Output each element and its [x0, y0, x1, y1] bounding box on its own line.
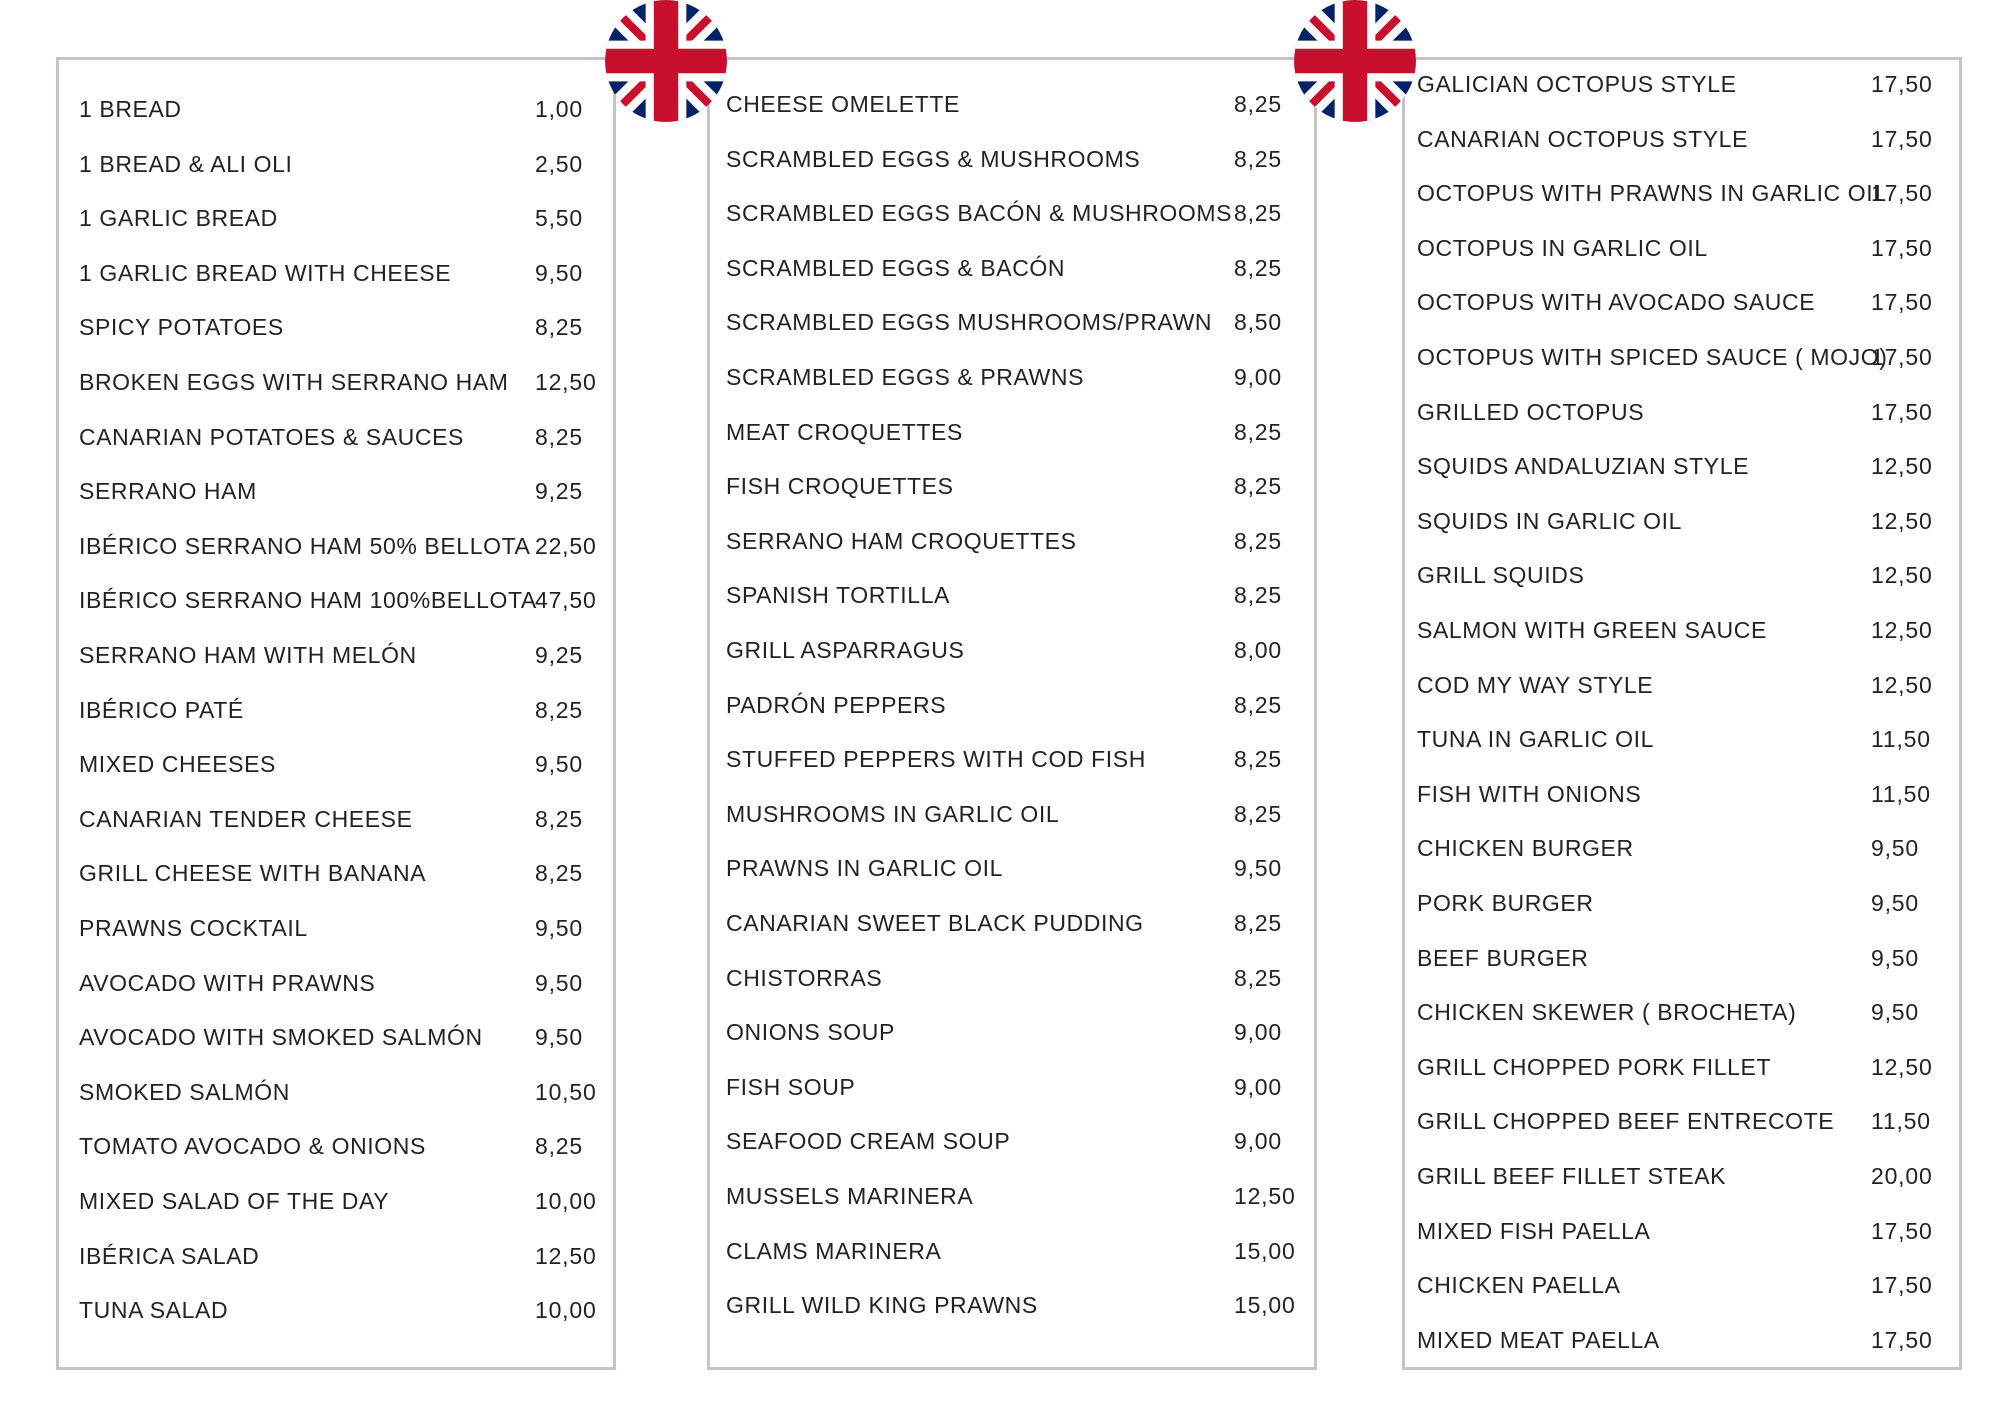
- menu-item: [79, 369, 597, 396]
- menu-item-price: 8,25: [1234, 691, 1282, 718]
- menu-item-name: 1 BREAD & ALI OLI: [79, 150, 293, 177]
- menu-item-price: 5,50: [535, 205, 583, 232]
- menu-item: [79, 1024, 583, 1051]
- menu-item: [726, 746, 1282, 773]
- menu-item: [79, 915, 583, 942]
- menu-item-price: 12,50: [535, 1242, 597, 1269]
- menu-item: [1417, 1163, 1933, 1190]
- menu-item-price: 8,25: [1234, 91, 1282, 117]
- menu-item-name: GRILL CHEESE WITH BANANA: [79, 860, 427, 887]
- menu-item: [726, 254, 1282, 282]
- menu-item-name: CHICKEN BURGER: [1417, 835, 1634, 862]
- menu-item-price: 9,00: [1234, 1019, 1282, 1046]
- menu-item-name: SQUIDS IN GARLIC OIL: [1417, 507, 1683, 534]
- menu-item-name: SMOKED SALMÓN: [79, 1078, 291, 1105]
- menu-item-price: 9,50: [1871, 944, 1919, 971]
- menu-item-price: 15,00: [1234, 1292, 1296, 1319]
- menu-item: [726, 964, 1282, 992]
- menu-item-name: FISH CROQUETTES: [726, 473, 954, 500]
- menu-item-price: 9,25: [535, 642, 583, 668]
- menu-item: [1417, 780, 1931, 808]
- menu-item-name: CHICKEN PAELLA: [1417, 1272, 1621, 1299]
- menu-item-price: 11,50: [1871, 726, 1931, 753]
- menu-item: [1417, 671, 1933, 699]
- menu-item-price: 9,00: [1234, 1073, 1282, 1100]
- menu-item-price: 8,25: [1234, 746, 1282, 773]
- menu-item: [1417, 999, 1919, 1026]
- menu-item: [726, 1073, 1282, 1101]
- menu-item: [1417, 344, 1933, 371]
- menu-item-price: 20,00: [1871, 1163, 1933, 1189]
- uk-flag-icon: [1294, 0, 1416, 122]
- menu-item: [79, 1188, 597, 1215]
- menu-item-price: 9,50: [535, 751, 583, 778]
- menu-item: [79, 96, 583, 123]
- menu-item: [726, 91, 1282, 118]
- menu-item-name: CANARIAN SWEET BLACK PUDDING: [726, 910, 1144, 936]
- menu-item-price: 10,00: [535, 1297, 597, 1324]
- menu-item: [79, 1133, 583, 1160]
- menu-item: [1417, 726, 1931, 753]
- menu-item: [1417, 890, 1919, 917]
- menu-item-name: MIXED CHEESES: [79, 751, 276, 778]
- menu-item-name: OCTOPUS WITH SPICED SAUCE ( MOJO): [1417, 344, 1888, 370]
- menu-item: [726, 473, 1282, 500]
- menu-item-name: BROKEN EGGS WITH SERRANO HAM: [79, 369, 509, 395]
- menu-item-name: TUNA IN GARLIC OIL: [1417, 726, 1655, 753]
- menu-item-price: 9,00: [1234, 1128, 1282, 1155]
- menu-item: [79, 478, 583, 505]
- menu-item-name: SCRAMBLED EGGS & PRAWNS: [726, 364, 1085, 390]
- menu-item-price: 2,50: [535, 150, 583, 177]
- menu-item-price: 9,50: [1871, 999, 1919, 1026]
- menu-item: [79, 642, 583, 669]
- menu-item-price: 9,50: [1871, 890, 1919, 916]
- menu-item: [1417, 944, 1919, 972]
- menu-item: [1417, 453, 1933, 480]
- menu-item-name: GRILL SQUIDS: [1417, 562, 1585, 589]
- menu-item-price: 11,50: [1871, 780, 1931, 807]
- menu-item-price: 8,25: [535, 696, 583, 723]
- menu-item: [726, 200, 1282, 227]
- menu-item: [726, 1183, 1296, 1210]
- menu-item: [79, 1242, 597, 1270]
- menu-item-price: 11,50: [1871, 1108, 1931, 1135]
- menu-item-name: MUSSELS MARINERA: [726, 1183, 974, 1209]
- menu-item-price: 8,25: [1234, 254, 1282, 281]
- menu-item-price: 8,25: [535, 314, 583, 341]
- menu-item: [1417, 1108, 1931, 1135]
- menu-item: [1417, 71, 1933, 98]
- menu-item-price: 9,50: [535, 969, 583, 996]
- menu-item-name: AVOCADO WITH PRAWNS: [79, 969, 376, 996]
- menu-item-price: 47,50: [535, 587, 597, 614]
- menu-item-price: 17,50: [1871, 1326, 1933, 1353]
- menu-item-price: 9,25: [535, 478, 583, 505]
- menu-item-name: OCTOPUS WITH AVOCADO SAUCE: [1417, 289, 1816, 316]
- menu-item-price: 12,50: [1871, 1053, 1933, 1080]
- menu-item: [726, 418, 1282, 446]
- menu-item: [79, 969, 583, 997]
- menu-item: [726, 637, 1282, 664]
- menu-item-name: CHICKEN SKEWER ( BROCHETA): [1417, 999, 1797, 1026]
- menu-item-price: 9,50: [1234, 855, 1282, 882]
- menu-item-price: 12,50: [1871, 671, 1933, 698]
- menu-item-name: SERRANO HAM: [79, 478, 257, 505]
- menu-item-name: MIXED MEAT PAELLA: [1417, 1326, 1660, 1353]
- menu-item: [1417, 835, 1919, 862]
- menu-item: [79, 1078, 597, 1106]
- menu-item-price: 12,50: [1871, 617, 1933, 643]
- menu-item-price: 17,50: [1871, 1272, 1933, 1299]
- menu-item-name: SPANISH TORTILLA: [726, 582, 950, 609]
- menu-item: [79, 205, 583, 232]
- menu-item: [726, 855, 1282, 882]
- menu-item-price: 15,00: [1234, 1237, 1296, 1264]
- menu-item-name: BEEF BURGER: [1417, 944, 1589, 971]
- menu-item-name: CHISTORRAS: [726, 964, 883, 991]
- menu-item-name: GRILL CHOPPED PORK FILLET: [1417, 1053, 1772, 1080]
- menu-item-price: 8,25: [1234, 527, 1282, 554]
- menu-item-name: IBÉRICA SALAD: [79, 1242, 260, 1269]
- menu-item-price: 8,25: [1234, 964, 1282, 991]
- menu-item-name: TOMATO AVOCADO & ONIONS: [79, 1133, 426, 1160]
- menu-item-price: 8,50: [1234, 309, 1282, 336]
- menu-item-name: CHEESE OMELETTE: [726, 91, 960, 117]
- menu-item: [1417, 1272, 1933, 1299]
- menu-item-name: CANARIAN TENDER CHEESE: [79, 805, 413, 832]
- menu-item: [1417, 1326, 1933, 1354]
- menu-item-price: 17,50: [1871, 180, 1933, 207]
- menu-item: [79, 532, 597, 560]
- menu-item-price: 9,00: [1234, 364, 1282, 390]
- menu-item-price: 17,50: [1871, 71, 1933, 97]
- menu-item-name: GRILLED OCTOPUS: [1417, 398, 1645, 425]
- menu-item-price: 9,50: [535, 1024, 583, 1051]
- menu-item-name: SPICY POTATOES: [79, 314, 284, 341]
- menu-item-price: 9,50: [535, 915, 583, 941]
- menu-item-price: 8,25: [1234, 800, 1282, 827]
- menu-item-price: 12,50: [1871, 562, 1933, 589]
- menu-item: [726, 527, 1282, 555]
- menu-item: [79, 259, 583, 287]
- menu-item-price: 12,50: [1871, 453, 1933, 480]
- menu-item-price: 10,00: [535, 1188, 597, 1214]
- menu-item-name: MUSHROOMS IN GARLIC OIL: [726, 800, 1060, 827]
- menu-item: [79, 150, 583, 178]
- menu-item-name: GRILL BEEF FILLET STEAK: [1417, 1163, 1727, 1189]
- menu-item-price: 8,25: [1234, 145, 1282, 172]
- menu-item-name: SEAFOOD CREAM SOUP: [726, 1128, 1011, 1155]
- menu-item-name: MIXED SALAD OF THE DAY: [79, 1188, 390, 1214]
- menu-item-name: SQUIDS ANDALUZIAN STYLE: [1417, 453, 1750, 480]
- menu-item-name: SCRAMBLED EGGS & BACÓN: [726, 254, 1066, 281]
- menu-item-name: 1 GARLIC BREAD WITH CHEESE: [79, 259, 452, 286]
- menu-item-name: PRAWNS IN GARLIC OIL: [726, 855, 1003, 882]
- menu-item: [79, 314, 583, 341]
- menu-item: [79, 751, 583, 778]
- uk-flag-icon: [605, 0, 727, 122]
- menu-item-price: 8,25: [535, 805, 583, 832]
- menu-item-price: 8,25: [1234, 910, 1282, 936]
- menu-item: [726, 1237, 1296, 1265]
- menu-item-price: 12,50: [535, 369, 597, 395]
- menu-item-price: 12,50: [1234, 1183, 1296, 1209]
- menu-item-name: IBÉRICO SERRANO HAM 50% BELLOTA: [79, 532, 531, 559]
- menu-item: [79, 696, 583, 724]
- menu-item-name: ONIONS SOUP: [726, 1019, 895, 1046]
- menu-item-price: 12,50: [1871, 507, 1933, 534]
- menu-item-name: CANARIAN OCTOPUS STYLE: [1417, 125, 1749, 152]
- menu-item-price: 8,25: [535, 860, 583, 887]
- menu-item-name: OCTOPUS WITH PRAWNS IN GARLIC OIL: [1417, 180, 1887, 207]
- menu-item-price: 8,25: [1234, 418, 1282, 445]
- menu-item-name: FISH WITH ONIONS: [1417, 780, 1642, 807]
- menu-item: [1417, 562, 1933, 589]
- menu-item: [1417, 1053, 1933, 1081]
- menu-item: [726, 582, 1282, 609]
- menu-item: [79, 860, 583, 887]
- menu-item: [1417, 1217, 1933, 1245]
- menu-item: [1417, 507, 1933, 535]
- menu-item-price: 17,50: [1871, 1217, 1933, 1244]
- menu-item-name: CLAMS MARINERA: [726, 1237, 942, 1264]
- menu-item-name: PADRÓN PEPPERS: [726, 691, 947, 718]
- menu-item: [79, 805, 583, 833]
- menu-item-name: SERRANO HAM CROQUETTES: [726, 527, 1077, 554]
- menu-item-price: 8,00: [1234, 637, 1282, 663]
- menu-item-price: 22,50: [535, 532, 597, 559]
- menu-item-price: 8,25: [535, 1133, 583, 1160]
- menu-item-name: GRILL CHOPPED BEEF ENTRECOTE: [1417, 1108, 1835, 1135]
- menu-item-name: GRILL WILD KING PRAWNS: [726, 1292, 1038, 1319]
- menu-item-name: GRILL ASPARRAGUS: [726, 637, 965, 663]
- menu-item: [79, 1297, 597, 1324]
- menu-item-price: 8,25: [1234, 473, 1282, 500]
- menu-item-name: COD MY WAY STYLE: [1417, 671, 1654, 698]
- menu-item-name: AVOCADO WITH SMOKED SALMÓN: [79, 1024, 483, 1051]
- menu-item: [726, 1128, 1282, 1155]
- menu-item: [1417, 180, 1933, 207]
- menu-item: [726, 364, 1282, 391]
- menu-item: [726, 800, 1282, 828]
- menu-item-price: 10,50: [535, 1078, 597, 1105]
- menu-item-name: SCRAMBLED EGGS BACÓN & MUSHROOMS: [726, 200, 1233, 227]
- menu-item: [726, 910, 1282, 937]
- menu-item-name: FISH SOUP: [726, 1073, 856, 1100]
- menu-item-name: SALMON WITH GREEN SAUCE: [1417, 617, 1767, 643]
- menu-item: [79, 587, 597, 614]
- menu-item-name: TUNA SALAD: [79, 1297, 229, 1324]
- menu-item-price: 17,50: [1871, 234, 1933, 261]
- menu-item-price: 9,50: [1871, 835, 1919, 862]
- menu-item-name: PORK BURGER: [1417, 890, 1594, 916]
- menu-item-name: MEAT CROQUETTES: [726, 418, 963, 445]
- menu-item-price: 17,50: [1871, 344, 1933, 370]
- menu-item-name: OCTOPUS IN GARLIC OIL: [1417, 234, 1708, 261]
- menu-item-name: SCRAMBLED EGGS & MUSHROOMS: [726, 145, 1141, 172]
- menu-item-price: 8,25: [535, 423, 583, 450]
- menu-item-name: STUFFED PEPPERS WITH COD FISH: [726, 746, 1146, 773]
- menu-item-price: 8,25: [1234, 200, 1282, 227]
- menu-item: [1417, 398, 1933, 426]
- menu-item: [79, 423, 583, 451]
- menu-item: [1417, 125, 1933, 153]
- menu-item: [726, 691, 1282, 719]
- menu-item-name: IBÉRICO SERRANO HAM 100%BELLOTA: [79, 587, 537, 614]
- menu-item-price: 17,50: [1871, 289, 1933, 316]
- menu-item-name: IBÉRICO PATÉ: [79, 696, 244, 723]
- menu-item-price: 17,50: [1871, 125, 1933, 152]
- menu-item-price: 9,50: [535, 259, 583, 286]
- menu-item-name: 1 BREAD: [79, 96, 182, 122]
- menu-item: [726, 309, 1282, 336]
- menu-item-price: 1,00: [535, 96, 583, 122]
- menu-item: [726, 1292, 1296, 1319]
- menu-item-name: PRAWNS COCKTAIL: [79, 915, 308, 941]
- menu-item: [1417, 289, 1933, 316]
- menu-item: [726, 1019, 1282, 1046]
- menu-item-name: 1 GARLIC BREAD: [79, 205, 278, 232]
- menu-item: [1417, 617, 1933, 644]
- menu-item: [1417, 234, 1933, 262]
- menu-item-price: 8,25: [1234, 582, 1282, 609]
- menu-item-name: CANARIAN POTATOES & SAUCES: [79, 423, 464, 450]
- menu-item-price: 17,50: [1871, 398, 1933, 425]
- menu-item-name: GALICIAN OCTOPUS STYLE: [1417, 71, 1737, 97]
- menu-item-name: SCRAMBLED EGGS MUSHROOMS/PRAWN: [726, 309, 1213, 336]
- menu-item-name: MIXED FISH PAELLA: [1417, 1217, 1651, 1244]
- menu-item-name: SERRANO HAM WITH MELÓN: [79, 642, 417, 668]
- menu-item: [726, 145, 1282, 173]
